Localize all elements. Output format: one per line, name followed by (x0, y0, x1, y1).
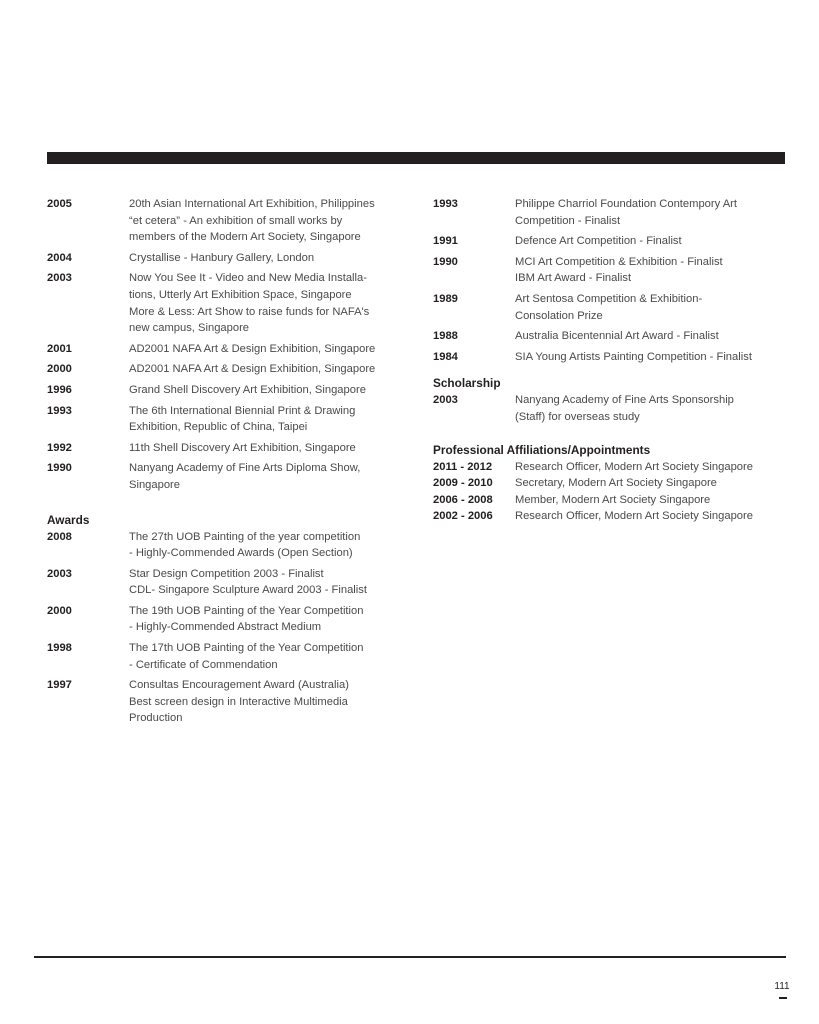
item-description (515, 475, 793, 492)
item-year: 2005 (47, 198, 72, 210)
description-line: Nanyang Academy of Fine Arts Diploma Show, (129, 462, 361, 475)
description-line: Consolation Prize (515, 309, 603, 322)
description-line: SIA Young Artists Painting Competition - Finalist (515, 350, 752, 363)
list-item (433, 328, 793, 345)
list-item (47, 270, 407, 336)
description-line: Member, Modern Art Society Singapore (515, 493, 711, 506)
list-item (47, 196, 407, 246)
item-description (515, 196, 793, 229)
item-description (129, 640, 407, 673)
description-line: Singapore (129, 478, 181, 491)
awards-list (47, 529, 407, 728)
description-line: - Highly-Commended Awards (Open Section) (129, 547, 353, 560)
description-line: - Highly-Commended Abstract Medium (129, 621, 322, 634)
description-line: Consultas Encouragement Award (Australia) (129, 679, 349, 692)
description-line: Defence Art Competition - Finalist (515, 235, 682, 248)
description-line: Secretary, Modern Art Society Singapore (515, 477, 717, 490)
awards-continued-list (433, 196, 793, 365)
item-description (515, 508, 793, 525)
description-line: Nanyang Academy of Fine Arts Sponsorship (515, 394, 734, 407)
description-line: Production (129, 712, 183, 725)
list-item (47, 566, 407, 599)
item-year: 2001 (47, 342, 72, 355)
list-item (433, 392, 793, 425)
page-number: 111 (774, 981, 790, 992)
list-item (47, 529, 407, 562)
description-line: The 17th UOB Painting of the Year Competition (129, 642, 364, 655)
description-line: Star Design Competition 2003 - Finalist (129, 567, 324, 580)
list-item (47, 403, 407, 436)
description-line: new campus, Singapore (129, 322, 250, 335)
affiliations-list (433, 459, 793, 525)
description-line: Best screen design in Interactive Multimedia (129, 695, 348, 708)
description-line: AD2001 NAFA Art & Design Exhibition, Singapore (129, 363, 376, 376)
description-line: Research Officer, Modern Art Society Singapore (515, 510, 753, 523)
description-line: Philippe Charriol Foundation Contempory Art (515, 198, 738, 210)
item-year: 2011 - 2012 (433, 460, 493, 473)
list-item (433, 349, 793, 366)
list-item (433, 475, 793, 492)
description-line: CDL- Singapore Sculpture Award 2003 - Finalist (129, 584, 367, 597)
item-year: 1993 (47, 404, 72, 417)
item-description (129, 603, 407, 636)
item-year: 1991 (433, 235, 458, 248)
list-item (433, 459, 793, 476)
list-item (47, 440, 407, 457)
item-year: 2008 (47, 530, 72, 543)
list-item (433, 196, 793, 229)
item-year: 1988 (433, 330, 458, 343)
item-year: 1996 (47, 383, 72, 396)
item-year: 1998 (47, 642, 72, 655)
list-item (433, 233, 793, 250)
list-item (47, 640, 407, 673)
exhibitions-list (47, 196, 407, 494)
item-year: 1984 (433, 350, 458, 363)
item-description (129, 440, 407, 457)
right-column (433, 196, 793, 525)
item-description (129, 250, 407, 267)
description-line: members of the Modern Art Society, Singapore (129, 231, 361, 244)
item-description (515, 254, 793, 287)
item-description (129, 361, 407, 378)
item-description (129, 382, 407, 399)
description-line: 20th Asian International Art Exhibition, Philippines (129, 198, 375, 210)
description-line: AD2001 NAFA Art & Design Exhibition, Singapore (129, 342, 376, 355)
item-description (129, 677, 407, 727)
description-line: Research Officer, Modern Art Society Singapore (515, 460, 753, 473)
item-year: 2004 (47, 251, 72, 264)
description-line: 11th Shell Discovery Art Exhibition, Singapore (129, 441, 356, 454)
item-description (515, 291, 793, 324)
item-year: 1993 (433, 198, 458, 210)
item-description (129, 403, 407, 436)
description-line: tions, Utterly Art Exhibition Space, Singapore (129, 288, 352, 301)
left-column (47, 196, 407, 731)
item-year: 2002 - 2006 (433, 510, 493, 523)
item-description (515, 392, 793, 425)
description-line: Competition - Finalist (515, 214, 621, 227)
description-line: MCI Art Competition & Exhibition - Finalist (515, 255, 723, 268)
description-line: Now You See It - Video and New Media Installa- (129, 272, 367, 285)
item-year: 2009 - 2010 (433, 477, 493, 490)
item-year: 2003 (433, 394, 458, 407)
description-line: Exhibition, Republic of China, Taipei (129, 421, 308, 434)
item-description (129, 196, 407, 246)
list-item (47, 382, 407, 399)
item-year: 1990 (433, 255, 458, 268)
list-item (47, 361, 407, 378)
list-item (47, 460, 407, 493)
list-item (47, 677, 407, 727)
item-year: 1992 (47, 441, 72, 454)
item-description (515, 233, 793, 250)
scholarship-list (433, 392, 793, 425)
item-description (129, 341, 407, 358)
description-line: More & Less: Art Show to raise funds for NAFA's (129, 305, 370, 318)
item-description (129, 270, 407, 336)
item-description (129, 529, 407, 562)
description-line: Crystallise - Hanbury Gallery, London (129, 251, 315, 264)
list-item (47, 603, 407, 636)
description-line: The 6th International Biennial Print & Drawing (129, 404, 356, 417)
item-description (515, 459, 793, 476)
item-description (515, 328, 793, 345)
description-line: Australia Bicentennial Art Award - Finalist (515, 330, 719, 343)
list-item (47, 250, 407, 267)
list-item (433, 291, 793, 324)
item-year: 1997 (47, 679, 72, 692)
description-line: The 19th UOB Painting of the Year Competition (129, 604, 364, 617)
item-year: 1989 (433, 292, 458, 305)
header-bar (47, 152, 785, 164)
item-year: 2000 (47, 604, 72, 617)
list-item (47, 341, 407, 358)
description-line: - Certificate of Commendation (129, 658, 278, 671)
item-year: 2000 (47, 363, 72, 376)
scholarship-heading: Scholarship (433, 376, 501, 391)
description-line: Art Sentosa Competition & Exhibition- (515, 292, 703, 305)
item-year: 1990 (47, 462, 72, 475)
item-year: 2003 (47, 272, 72, 285)
item-description (129, 566, 407, 599)
description-line: “et cetera” - An exhibition of small works by (129, 214, 343, 227)
list-item (433, 492, 793, 509)
affiliations-heading: Professional Affiliations/Appointments (433, 442, 651, 457)
item-description (515, 349, 793, 366)
item-description (515, 492, 793, 509)
page-number-mark (779, 997, 787, 999)
awards-heading: Awards (47, 512, 90, 527)
description-line: The 27th UOB Painting of the year competition (129, 530, 361, 543)
list-item (433, 254, 793, 287)
list-item (433, 508, 793, 525)
item-year: 2006 - 2008 (433, 493, 493, 506)
description-line: IBM Art Award - Finalist (515, 272, 632, 285)
item-year: 2003 (47, 567, 72, 580)
item-description (129, 460, 407, 493)
footer-rule (34, 956, 786, 958)
description-line: Grand Shell Discovery Art Exhibition, Singapore (129, 383, 366, 396)
description-line: (Staff) for overseas study (515, 410, 640, 423)
